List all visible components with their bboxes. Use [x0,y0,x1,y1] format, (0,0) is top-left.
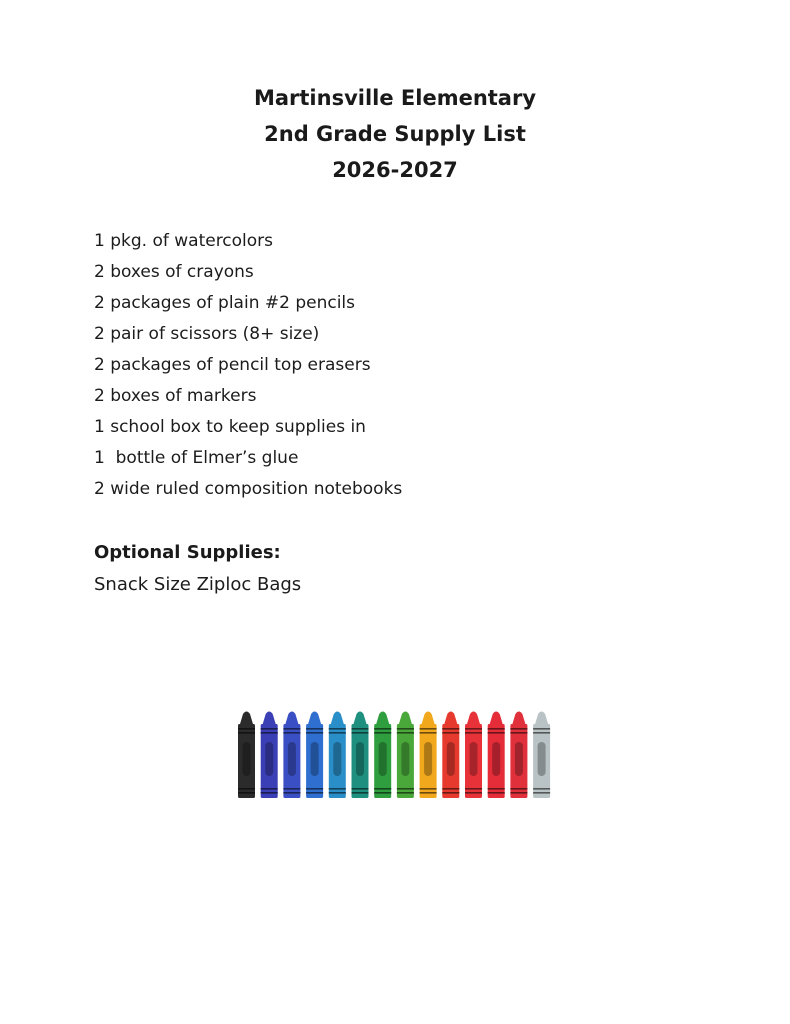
school-year: 2026-2027 [332,158,458,182]
supply-list [94,226,402,505]
optional-supplies-heading: Optional Supplies: [94,542,281,563]
supply-item: 2 pair of scissors (8+ size) [94,324,320,344]
crayon-icon [374,712,391,799]
crayon-icon [283,712,300,799]
crayon-icon [488,712,505,799]
supply-item: 2 packages of pencil top erasers [94,355,371,375]
crayon-icon [442,712,459,799]
crayon-icon [352,712,369,799]
crayon-icon [533,712,550,799]
crayon-icon [329,712,346,799]
optional-supplies-list [94,570,301,600]
supply-item: 1 pkg. of watercolors [94,231,274,251]
document-header [0,80,790,188]
crayon-icon [238,712,255,799]
crayon-icon [465,712,482,799]
school-name: Martinsville Elementary [253,86,537,110]
crayon-icon [397,712,414,799]
list-title: 2nd Grade Supply List [264,122,526,146]
crayon-row-illustration [236,708,576,802]
supply-item: 2 packages of plain #2 pencils [94,293,356,313]
crayon-icon [306,712,323,799]
optional-supply-item: Snack Size Ziploc Bags [94,574,302,595]
crayon-icon [261,712,278,799]
crayon-icon [510,712,527,799]
supply-item: 2 wide ruled composition notebooks [94,479,403,499]
crayon-icon [420,712,437,799]
supply-item: 1 bottle of Elmer’s glue [94,448,299,468]
supply-item: 2 boxes of markers [94,386,257,406]
supply-item: 1 school box to keep supplies in [94,417,366,437]
supply-item: 2 boxes of crayons [94,262,254,282]
